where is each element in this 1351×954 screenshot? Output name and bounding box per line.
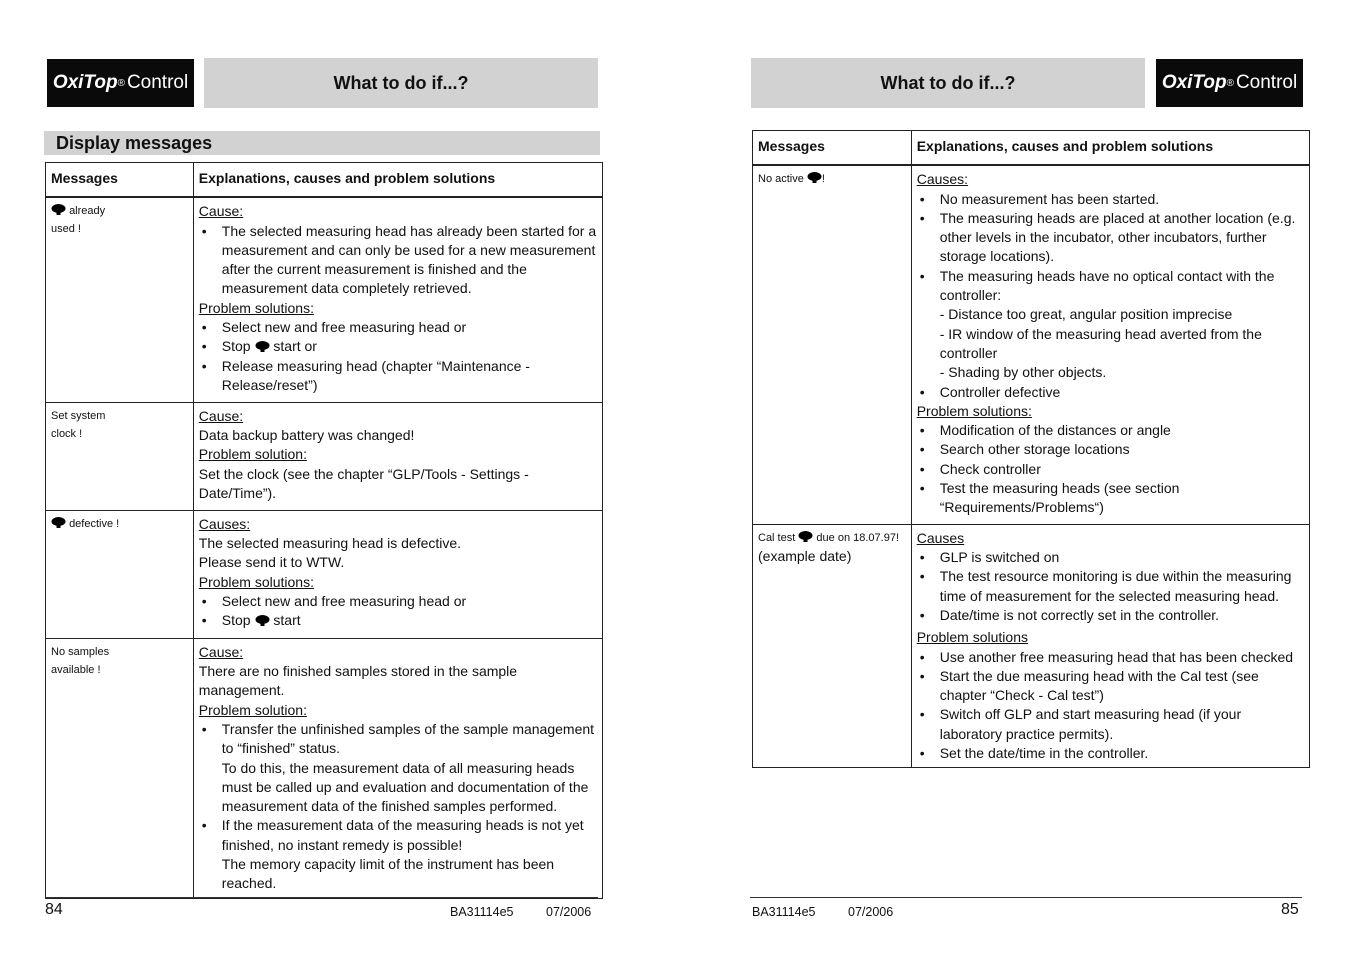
doc-number: BA31114e5 — [450, 905, 514, 919]
doc-date: 07/2006 — [848, 905, 894, 919]
header-title-text: What to do if...? — [333, 72, 469, 93]
solution-label: Problem solution: — [198, 701, 307, 718]
table-row — [46, 510, 603, 638]
solution-label: Problem solution: — [198, 446, 307, 463]
col-explanations: Explanations, causes and problem solutions — [911, 131, 1309, 166]
col-explanations: Explanations, causes and problem solutions — [193, 163, 602, 198]
solutions-label: Problem solutions — [916, 629, 1028, 646]
list-item: • Switch off GLP and start measuring head (if your laboratory practice permits). — [940, 705, 1304, 744]
logo-brand: OxiTop — [1161, 72, 1227, 93]
explanation-already-used — [193, 197, 602, 402]
list-item: • Start the due measuring head with the Cal test (see chapter “Check - Cal test”) — [940, 667, 1304, 706]
measuring-head-icon — [807, 172, 822, 183]
section-title-text: Display messages — [56, 133, 213, 153]
message-cal-test: Cal test due on 18.07.97! (example date) — [753, 524, 912, 768]
list-item: • Set the date/time in the controller. — [940, 744, 1304, 763]
list-item: • Use another free measuring head that has been checked — [940, 648, 1304, 667]
solutions-label: Problem solutions: — [916, 402, 1032, 419]
col-messages: Messages — [753, 131, 912, 166]
list-item: • No measurement has been started. — [940, 190, 1304, 209]
cause-label: Cause: — [198, 203, 244, 220]
col-messages: Messages — [46, 163, 194, 198]
list-item: • The measuring heads have no optical contact with the controller: - Distance too great, angular position imprecise - IR window of the measuring head averted from the controller - Shading by other objects. — [940, 267, 1304, 383]
message-no-samples: No samples available ! — [46, 638, 194, 898]
list-item: • Select new and free measuring head or — [222, 318, 597, 337]
explanation-no-active — [911, 165, 1309, 524]
logo-brand: OxiTop — [52, 72, 118, 93]
logo-product: Control — [126, 72, 189, 93]
list-item: • The test resource monitoring is due within the measuring time of measurement for the selected measuring head. — [940, 567, 1304, 606]
table-row — [46, 638, 603, 898]
list-item: • Search other storage locations — [940, 440, 1304, 459]
list-item: • Date/time is not correctly set in the controller. — [940, 606, 1304, 625]
messages-table-right — [752, 130, 1310, 768]
measuring-head-icon — [51, 517, 66, 528]
list-item: • Check controller — [940, 460, 1304, 479]
table-header-row — [46, 163, 603, 198]
list-item: • Stop start or — [222, 337, 597, 356]
list-item: • Transfer the unfinished samples of the sample management to “finished” status. To do this, the measurement data of all measuring heads must be called up and evaluation and documentation of the measurement data of the finished samples performed. — [222, 720, 597, 816]
measuring-head-icon — [51, 204, 66, 215]
list-item: • Controller defective — [940, 383, 1304, 402]
page-number: 84 — [45, 901, 63, 918]
explanation-defective: Causes: The selected measuring head is defective. Please send it to WTW. Problem solutions: • Select new and free measuring head or • Stop start — [193, 510, 602, 638]
causes-label: Causes: — [916, 171, 969, 188]
logo-oxitop-left — [47, 59, 194, 107]
table-header-row — [753, 131, 1310, 166]
explanation-set-clock: Cause: Data backup battery was changed! Problem solution: Set the clock (see the chapter “GLP/Tools - Settings - Date/Time”). — [193, 402, 602, 510]
list-item: • Release measuring head (chapter “Maintenance - Release/reset”) — [222, 357, 597, 396]
header-title-text: What to do if...? — [880, 72, 1016, 93]
message-no-active: No active ! — [753, 165, 912, 524]
measuring-head-icon — [255, 615, 270, 626]
logo-registered: ® — [1226, 77, 1234, 89]
solutions-label: Problem solutions: — [198, 299, 314, 316]
table-row — [753, 165, 1310, 524]
table-row — [753, 524, 1310, 768]
measuring-head-icon — [798, 531, 813, 542]
list-item: • The measuring heads are placed at another location (e.g. other levels in the incubator, other incubators, further storage locations). — [940, 209, 1304, 267]
list-item: • Stop start — [222, 611, 597, 630]
page-number: 85 — [1281, 901, 1299, 918]
message-already-used: already used ! — [46, 197, 194, 402]
explanation-cal-test — [911, 524, 1309, 768]
doc-date: 07/2006 — [546, 905, 592, 919]
cause-label: Cause: — [198, 643, 244, 660]
messages-table-left — [45, 162, 603, 899]
list-item: • The selected measuring head has already been started for a measurement and can only be used for a new measurement after the current measurement is finished and the measurement data completely retrieved. — [222, 222, 597, 299]
logo-oxitop-right — [1156, 59, 1303, 107]
list-item: • If the measurement data of the measuring heads is not yet finished, no instant remedy is possible! The memory capacity limit of the instrument has been reached. — [222, 816, 597, 893]
page-header-title — [204, 58, 598, 108]
logo-product: Control — [1235, 72, 1298, 93]
explanation-no-samples: Cause: There are no finished samples stored in the sample management. Problem solution: • Transfer the unfinished samples of the sample management to “finished” status. To do this, the measurement data of all measuring heads must be called up and evaluation and documentation of the measurement data of the finished samples performed. • If the measurement data of the measuring heads is not yet finished, no instant remedy is possible! The memory capacity limit of the instrument has been reached. — [193, 638, 602, 898]
page-header-title — [751, 58, 1145, 108]
list-item: • Test the measuring heads (see section “Requirements/Problems“) — [940, 479, 1304, 518]
solutions-label: Problem solutions: — [198, 573, 314, 590]
footer-rule-left — [45, 897, 598, 898]
table-row — [46, 197, 603, 402]
message-defective: defective ! — [46, 510, 194, 638]
list-item: • Select new and free measuring head or — [222, 592, 597, 611]
table-row — [46, 402, 603, 510]
footer-rule-right — [750, 897, 1302, 898]
section-title — [44, 131, 600, 155]
causes-label: Causes: — [198, 515, 251, 532]
message-set-clock: Set system clock ! — [46, 402, 194, 510]
measuring-head-icon — [255, 341, 270, 352]
doc-number: BA31114e5 — [752, 905, 816, 919]
list-item: • Modification of the distances or angle — [940, 421, 1304, 440]
cause-label: Cause: — [198, 407, 244, 424]
logo-registered: ® — [117, 77, 125, 89]
list-item: • GLP is switched on — [940, 548, 1304, 567]
causes-label: Causes — [916, 529, 965, 546]
